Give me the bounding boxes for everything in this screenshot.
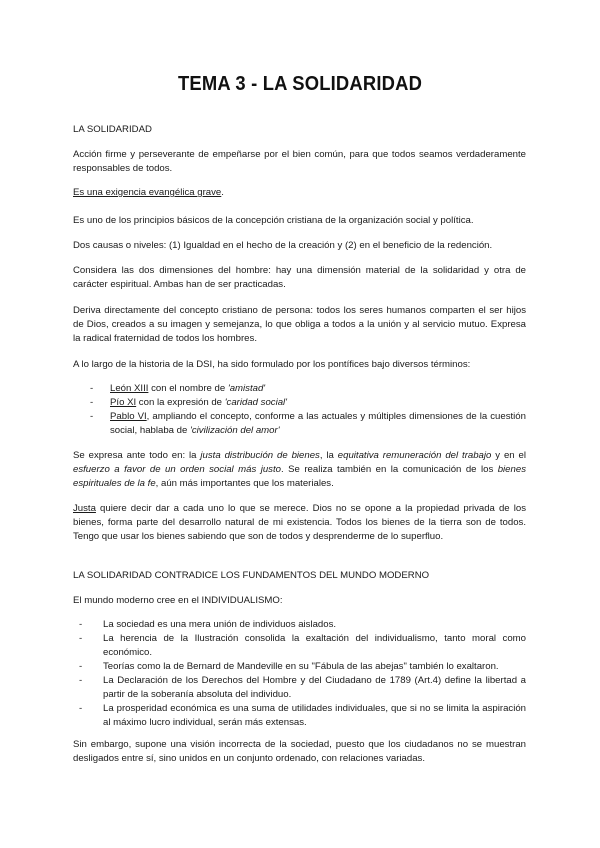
pope-term: 'amistad' [227,383,266,394]
list-item [73,382,526,396]
paragraph-conclusion: Sin embargo, supone una visión incorrecta de la sociedad, puesto que los ciudadanos no se muestran desligados entre sí, sino unidos en un conjunto ordenado, con relaciones variadas. [73,739,526,764]
section-heading-solidaridad: LA SOLIDARIDAD [73,124,152,135]
individualismo-list [73,618,526,730]
page-title: TEMA 3 - LA SOLIDARIDAD [177,73,423,95]
justa-text: quiere decir dar a cada uno lo que se merece. Dios no se opone a la propiedad privada de los bienes, forma parte del desarrollo natural de mi existencia. Todos los bienes de la tierra son de todos. Tengo que usar los bienes sabiendo que son de todos y desprenderme de lo superfluo. [73,503,526,542]
expresa-text: Se expresa ante todo en: la [73,450,201,461]
paragraph-expresa [73,449,526,491]
exigencia-underlined: Es una exigencia evangélica grave [73,187,222,198]
section-heading-mundo-moderno: LA SOLIDARIDAD CONTRADICE LOS FUNDAMENTOS DEL MUNDO MODERNO [73,570,430,581]
expresa-text: , la [319,450,338,461]
expresa-text: y en el [491,450,526,461]
paragraph-exigencia [73,186,526,200]
list-item [73,396,526,410]
pope-name: León XIII [110,383,149,394]
list-item: - La sociedad es una mera unión de individuos aislados. [73,618,526,632]
pope-text: con el nombre de [148,383,228,394]
paragraph-deriva: Deriva directamente del concepto cristiano de persona: todos los seres humanos comparten el ser hijos de Dios, creados a su imagen y semejanza, lo que obliga a todos a la unión y al servicio mutuo. Expresa la radical fraternidad de todos los hombres. [73,305,526,344]
paragraph-historia: A lo largo de la historia de la DSI, ha sido formulado por los pontífices bajo diversos términos: [73,359,471,370]
list-item [73,410,526,438]
paragraph-causas: Dos causas o niveles: (1) Igualdad en el hecho de la creación y (2) en el beneficio de la redención. [73,240,493,251]
expresa-italic: bienes espirituales de la fe [73,464,526,489]
expresa-text: . Se realiza también en la comunicación de los [281,464,498,475]
pope-text: , ampliando el concepto, conforme a las actuales y múltiples dimensiones de la cuestión social, hablaba de [110,411,526,436]
list-item: - Teorías como la de Bernard de Mandeville en su "Fábula de las abejas" también lo exaltaron. [73,660,526,674]
pope-term: 'caridad social' [224,397,288,408]
list-item: - La prosperidad económica es una suma de utilidades individuales, que si no se limita la aspiración al máximo lucro individual, serán más extensas. [73,702,526,730]
expresa-italic: equitativa remuneración del trabajo [337,450,492,461]
justa-word: Justa [73,503,96,514]
expresa-italic: esfuerzo a favor de un orden social más justo [73,464,281,475]
pope-term: 'civilización del amor' [190,425,280,436]
paragraph-individualismo: El mundo moderno cree en el INDIVIDUALISMO: [73,595,283,606]
paragraph-justa [73,502,526,544]
paragraph-accion: Acción firme y perseverante de empeñarse por el bien común, para que todos seamos verdaderamente responsables de todos. [73,149,526,174]
expresa-text: , aún más importantes que los materiales. [155,478,334,489]
list-item: - La herencia de la Ilustración consolida la exaltación del individualismo, tanto moral como económico. [73,632,526,660]
paragraph-dimensiones: Considera las dos dimensiones del hombre: hay una dimensión material de la solidaridad y otra de carácter espiritual. Ambas han de ser practicadas. [73,265,526,290]
popes-list [73,382,526,438]
expresa-italic: justa distribución de bienes [200,450,320,461]
exigencia-period: . [221,187,224,198]
pope-text: con la expresión de [136,397,225,408]
pope-name: Pablo VI [110,411,147,422]
list-item: - La Declaración de los Derechos del Hombre y del Ciudadano de 1789 (Art.4) define la libertad a partir de la soberanía absoluta del individuo. [73,674,526,702]
paragraph-principios: Es uno de los principios básicos de la concepción cristiana de la organización social y política. [73,215,474,226]
pope-name: Pío XI [110,397,137,408]
